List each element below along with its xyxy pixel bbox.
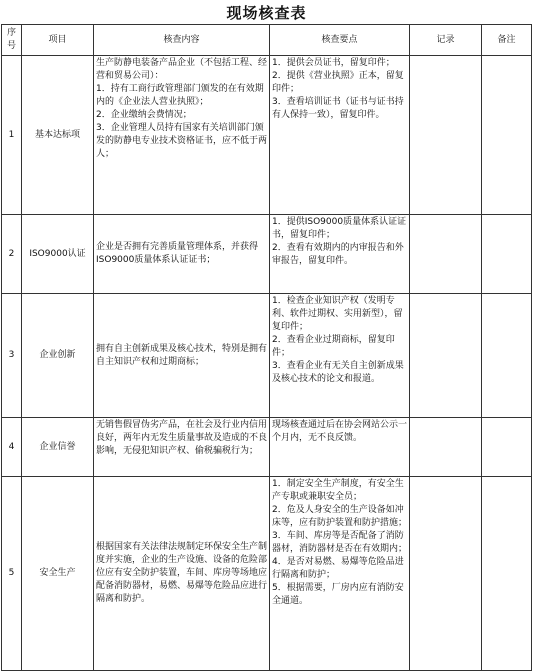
table-row [2, 56, 532, 215]
table-row [2, 477, 532, 671]
content-line: 1．持有工商行政管理部门颁发的在有效期内的《企业法人营业执照》； [96, 84, 264, 107]
row-content [94, 418, 270, 477]
content-line: 根据国家有关法律法规制定环保安全生产制度并实施，企业的生产设施、设备的危险部位应有安全防护装置，车间、库房等场地应配备消防器材，易燃、易爆等危险品应进行隔离和防护。 [96, 542, 268, 604]
point-line: 1．提供ISO9000质量体系认证证书，留复印件； [272, 217, 407, 240]
row-number: 5 [2, 477, 22, 671]
row-item: 企业创新 [22, 294, 94, 418]
header-record: 记录 [410, 25, 482, 56]
record-cell[interactable] [410, 418, 482, 477]
record-cell[interactable] [410, 56, 482, 215]
point-line: 2．提供《营业执照》正本，留复印件； [272, 71, 404, 94]
content-line: 无销售假冒伪劣产品，在社会及行业内信用良好，两年内无发生质量事故及造成的不良影响，无侵犯知识产权、偷税骗税行为； [96, 420, 268, 456]
table-row [2, 215, 532, 294]
point-line: 2．查看有效期内的内审报告和外审报告，留复印件。 [272, 243, 404, 266]
row-content [94, 294, 270, 418]
row-number: 3 [2, 294, 22, 418]
row-item: 基本达标项 [22, 56, 94, 215]
table-row [2, 418, 532, 477]
remark-cell[interactable] [482, 56, 532, 215]
row-points [270, 294, 410, 418]
point-line: 3．车间、库房等是否配备了消防器材，消防器材是否在有效期内； [272, 531, 408, 554]
row-item: 安全生产 [22, 477, 94, 671]
record-cell[interactable] [410, 477, 482, 671]
content-line: 企业是否拥有完善质量管理体系，并获得 ISO9000质量体系认证证书； [96, 242, 259, 265]
row-points [270, 56, 410, 215]
remark-cell[interactable] [482, 477, 532, 671]
content-line: 3．企业管理人员持有国家有关培训部门颁发的防静电专业技术资格证书，应不低于两人； [96, 123, 268, 159]
point-line: 5．根据需要，厂房内应有消防安全通道。 [272, 583, 404, 606]
point-line: 3．查看培训证书（证书与证书持有人保持一致），留复印件。 [272, 97, 404, 120]
row-content [94, 56, 270, 215]
header-item: 项目 [22, 25, 94, 56]
header-no: 序号 [2, 25, 22, 56]
row-number: 1 [2, 56, 22, 215]
header-remark: 备注 [482, 25, 532, 56]
header-points: 核查要点 [270, 25, 410, 56]
remark-cell[interactable] [482, 294, 532, 418]
point-line: 1．检查企业知识产权（发明专利、软件过期权、实用新型），留复印件； [272, 296, 403, 332]
point-line: 2．查看企业过期商标，留复印件； [272, 335, 395, 358]
point-line: 4．是否对易燃、易爆等危险品进行隔离和防护； [272, 557, 404, 580]
row-number: 2 [2, 215, 22, 294]
table-row [2, 294, 532, 418]
inspection-table [1, 24, 532, 671]
row-points [270, 477, 410, 671]
content-line: 拥有自主创新成果及核心技术，特别是拥有自主知识产权和过期商标； [96, 343, 268, 367]
record-cell[interactable] [410, 294, 482, 418]
content-line: 生产防静电装备产品企业（不包括工程、经营和贸易公司）： [96, 58, 268, 81]
remark-cell[interactable] [482, 418, 532, 477]
row-points [270, 215, 410, 294]
header-content: 核查内容 [94, 25, 270, 56]
point-line: 现场核查通过后在协会网站公示一个月内，无不良反馈。 [272, 420, 408, 443]
record-cell[interactable] [410, 215, 482, 294]
point-line: 2．危及人身安全的生产设备如冲床等，应有防护装置和防护措施； [272, 505, 408, 528]
row-number: 4 [2, 418, 22, 477]
point-line: 1．制定安全生产制度，有安全生产专职或兼职安全员； [272, 479, 404, 502]
row-item: 企业信誉 [22, 418, 94, 477]
row-content [94, 477, 270, 671]
remark-cell[interactable] [482, 215, 532, 294]
row-content [94, 215, 270, 294]
row-points [270, 418, 410, 477]
row-item: ISO9000认证 [22, 215, 94, 294]
header-row [2, 25, 532, 56]
point-line: 3．查看企业有无关自主创新成果及核心技术的论文和报道。 [272, 361, 404, 384]
content-line: 2．企业缴纳会费情况； [96, 110, 192, 120]
page-title: 现场核查表 [226, 4, 307, 22]
point-line: 1．提供会员证书，留复印件； [272, 58, 395, 68]
